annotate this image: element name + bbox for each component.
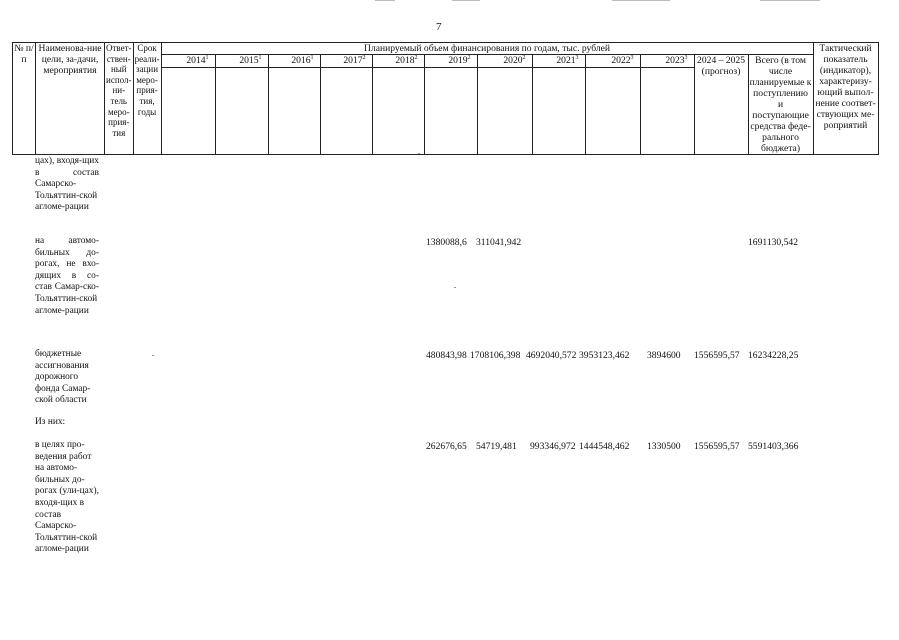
- year-header: 2018$^2$: [372, 55, 424, 68]
- value-2020: 311041,942: [476, 237, 522, 248]
- value-2021: 4692040,572: [526, 350, 577, 361]
- year-header: 2017$^2$: [320, 55, 372, 68]
- col-indicator-header: Тактический показатель (индикатор), характеризу-ющий выпол-нение соответ-ствующих ме-роприятий: [813, 43, 878, 155]
- value-2020: 1708106,398: [470, 350, 521, 361]
- value-forecast: 1556595,57: [694, 441, 740, 452]
- value-2023: 3894600: [647, 350, 681, 361]
- value-2019: 480843,98: [426, 350, 467, 361]
- value-2019: 1380088,6: [426, 237, 467, 248]
- row-label: цах), входя-щих в состав Самарско-Тольяттин-ской агломе-рации: [35, 156, 99, 213]
- scan-speck: [454, 287, 456, 288]
- row-label: Из них:: [35, 417, 66, 427]
- col-name-header: Наименова-ние цели, за-дачи, мероприятия: [36, 43, 105, 155]
- scan-speck: [152, 355, 154, 356]
- value-2021: 993346,972: [530, 441, 576, 452]
- top-line: [375, 0, 395, 1]
- year-header: 2015$^1$: [215, 55, 268, 68]
- value-2022: 1444548,462: [579, 441, 630, 452]
- row-label: на автомо-бильных до-рогах, не вхо-дящих в со-став Самар-ско-Тольяттин-ской агломе-рации: [35, 236, 99, 316]
- year-header: 2020$^2$: [477, 55, 532, 68]
- value-forecast: 1556595,57: [694, 350, 740, 361]
- col-funding-header: Планируемый объем финансирования по годам, тыс. рублей: [161, 43, 813, 55]
- value-total: 5591403,366: [748, 441, 799, 452]
- year-header: 2022$^3$: [585, 55, 640, 68]
- year-header: 2016$^1$: [268, 55, 320, 68]
- top-line: [612, 0, 670, 1]
- year-header: 2021$^3$: [532, 55, 585, 68]
- row-label: бюджетные ассигнования дорожного фонда Самар-ской области: [35, 349, 91, 406]
- scan-speck: [418, 153, 420, 154]
- funding-table-header: [12, 42, 879, 155]
- value-total: 1691130,542: [748, 237, 799, 248]
- year-header: 2014$^1$: [161, 55, 215, 68]
- value-2019: 262676,65: [426, 441, 467, 452]
- value-2023: 1330500: [647, 441, 681, 452]
- row-label: в целях про-ведения работ на автомо-бильных до-рогах (ули-цах), входя-щих в состав Самарско-Тольяттин-ской агломе-рации: [35, 440, 99, 555]
- top-line: [760, 0, 820, 1]
- year-header: 2023$^3$: [640, 55, 694, 68]
- col-total-header: Всего (в том числе планируемые к поступлению и поступающие средства феде-рального бюджета): [749, 55, 812, 154]
- col-number-header: № п/п: [13, 43, 36, 155]
- col-term-header: Срок реали-зации меро-прия-тия, годы: [133, 43, 161, 155]
- col-responsible-header: Ответ-ствен-ный испол-ни-тель меро-прия-тия: [105, 43, 134, 155]
- top-line: [452, 0, 480, 1]
- value-total: 16234228,25: [748, 350, 799, 361]
- value-2022: 3953123,462: [579, 350, 630, 361]
- year-header: 2019$^2$: [424, 55, 477, 68]
- page-number: 7: [436, 21, 442, 33]
- value-2020: 54719,481: [476, 441, 517, 452]
- col-forecast-header: 2024 – 2025 (прогноз): [694, 55, 748, 155]
